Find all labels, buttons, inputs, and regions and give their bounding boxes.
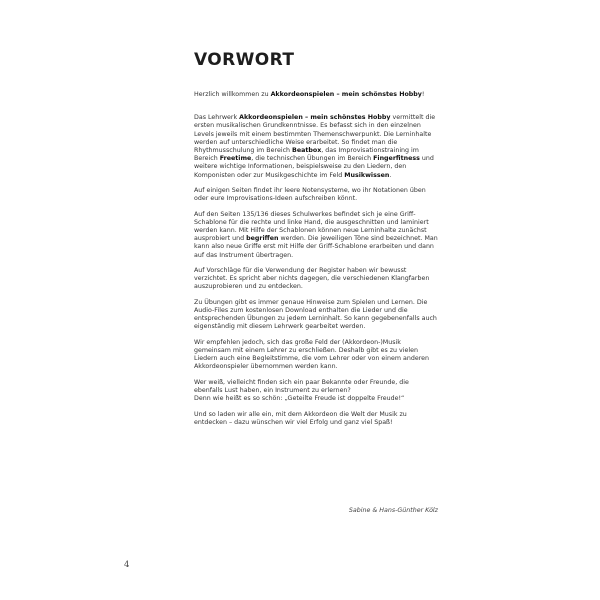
text-segment: , die technischen Übungen im Bereich <box>251 155 374 163</box>
body-paragraph <box>194 187 438 203</box>
text-segment: Und so laden wir alle ein, mit dem Akkordeon die Welt der Musik zu entdecken – dazu wünschen wir viel Erfolg und ganz viel Spaß! <box>194 410 407 426</box>
text-segment: , das Improvisationstraining im Bereich <box>194 147 419 163</box>
body-paragraph <box>194 379 438 404</box>
body-paragraph <box>194 411 438 427</box>
intro-text: Herzlich willkommen zu <box>194 91 271 98</box>
paragraph-list <box>194 114 438 427</box>
body-paragraph <box>194 211 438 260</box>
body-paragraph <box>194 267 438 292</box>
text-segment: Auf Vorschläge für die Verwendung der Register haben wir bewusst verzichtet. Es spricht aber nichts dagegen, die verschiedenen Klangfarben auszuprobieren und zu entdecken. <box>194 267 430 291</box>
bold-term: Beatbox <box>292 147 322 155</box>
page-number: 4 <box>124 560 130 570</box>
body-paragraph <box>194 114 438 180</box>
text-segment: vermittelt die ersten musikalischen Grundkenntnisse. Es befasst sich in den einzelnen Levels jeweils mit einem bestimmten Themenschwerpunkt. Die Lerninhalte werden auf unterschiedliche Weise erarbeitet. So findet man die Rhythmusschulung im Bereich <box>194 114 436 155</box>
text-segment: . <box>389 171 392 179</box>
text-segment: Wer weiß, vielleicht finden sich ein paar Bekannte oder Freunde, die ebenfalls Lust haben, ein Instrument zu erlernen? <box>194 378 409 395</box>
text-segment: werden. Die jeweiligen Töne sind bezeichnet. Man kann also neue Griffe erst mit Hilfe der Griff-Schablone erarbeiten und dann auf das Instrument übertragen. <box>194 235 438 259</box>
text-segment: Zu Übungen gibt es immer genaue Hinweise zum Spielen und Lernen. Die Audio-Files zum kostenlosen Download enthalten die Lieder und die entsprechenden Übungen zu jedem Lerninhalt. So kann gegebenenfalls auch eigenständig mit diesem Lehrwerk gearbeitet werden. <box>194 298 437 331</box>
text-segment: Wir empfehlen jedoch, sich das große Feld der (Akkordeon-)Musik gemeinsam mit einem Lehrer zu erschließen. Deshalb gibt es zu vielen Liedern auch eine Begleitstimme, die vom Lehrer oder von einem anderen Akkordeonspieler übernommen werden kann. <box>194 338 430 371</box>
text-segment: Das Lehrwerk <box>194 114 240 122</box>
intro-paragraph <box>194 91 438 99</box>
intro-book-title: Akkordeonspielen – mein schönstes Hobby <box>270 91 422 98</box>
author-signature: Sabine & Hans-Günther Kölz <box>348 507 438 514</box>
text-segment: Auf einigen Seiten findet ihr leere Notensysteme, wo ihr Notationen üben oder eure Improvisations-Ideen aufschreiben könnt. <box>194 187 426 203</box>
text-segment: und weitere wichtige Informationen, beispielsweise zu den Liedern, den Komponisten oder zur Musikgeschichte im Feld <box>194 155 434 179</box>
bold-term: Fingerfitness <box>373 155 420 163</box>
body-paragraph <box>194 299 438 332</box>
bold-term: Musikwissen <box>344 171 390 179</box>
text-segment: Denn wie heißt es so schön: „Geteilte Freude ist doppelte Freude!“ <box>194 395 405 403</box>
bold-term: Freetime <box>219 155 252 163</box>
bold-term: Akkordeonspielen – mein schönstes Hobby <box>239 114 391 122</box>
page-title: VORWORT <box>194 50 295 70</box>
bold-term: begriffen <box>246 235 279 243</box>
text-segment: Auf den Seiten 135/136 dieses Schulwerkes befindet sich je eine Griff-Schablone für die rechte und linke Hand, die ausgeschnitten und laminiert werden kann. Mit Hilfe der Schablonen können neue Lerninhalte zunächst ausprobiert und <box>194 210 429 243</box>
body-paragraph <box>194 339 438 372</box>
foreword-body <box>194 91 438 434</box>
intro-punctuation: ! <box>421 91 425 98</box>
